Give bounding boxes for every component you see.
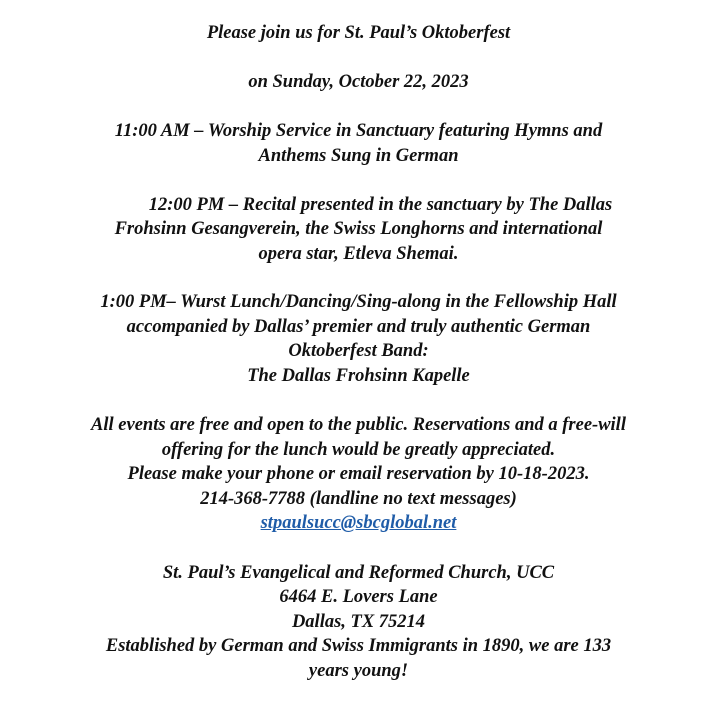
email-link[interactable]: stpaulsucc@sbcglobal.net: [260, 513, 457, 533]
church-history-line-1: Established by German and Swiss Immigrants in 1890, we are 133: [105, 636, 612, 656]
recital-line-3: opera star, Etleva Shemai.: [258, 244, 459, 264]
lunch-line-1: 1:00 PM– Wurst Lunch/Dancing/Sing-along in the Fellowship Hall: [100, 292, 617, 312]
phone-number: 214-368-7788 (landline no text messages): [200, 489, 517, 509]
email-line: [0, 512, 717, 534]
church-street: 6464 E. Lovers Lane: [279, 587, 438, 607]
recital-line-2: Frohsinn Gesangverein, the Swiss Longhorns and international: [114, 219, 603, 239]
church-name: St. Paul’s Evangelical and Reformed Church, UCC: [162, 563, 555, 583]
lunch-line-2: accompanied by Dallas’ premier and truly authentic German: [126, 317, 591, 337]
reservations-line-2: offering for the lunch would be greatly appreciated.: [161, 440, 556, 460]
worship-line-1: 11:00 AM – Worship Service in Sanctuary featuring Hymns and: [114, 121, 603, 141]
event-date: on Sunday, October 22, 2023: [248, 72, 469, 92]
recital-line-1: 12:00 PM – Recital presented in the sanctuary by The Dallas: [148, 195, 613, 215]
band-name: The Dallas Frohsinn Kapelle: [247, 366, 470, 386]
church-history-line-2: years young!: [308, 661, 409, 681]
worship-line-2: Anthems Sung in German: [258, 146, 459, 166]
reservations-line-3: Please make your phone or email reservation by 10-18-2023.: [127, 464, 590, 484]
church-city: Dallas, TX 75214: [291, 612, 426, 632]
reservations-line-1: All events are free and open to the public. Reservations and a free-will: [91, 415, 626, 435]
invitation-intro: Please join us for St. Paul’s Oktoberfest: [206, 23, 511, 43]
lunch-line-3: Oktoberfest Band:: [288, 341, 429, 361]
